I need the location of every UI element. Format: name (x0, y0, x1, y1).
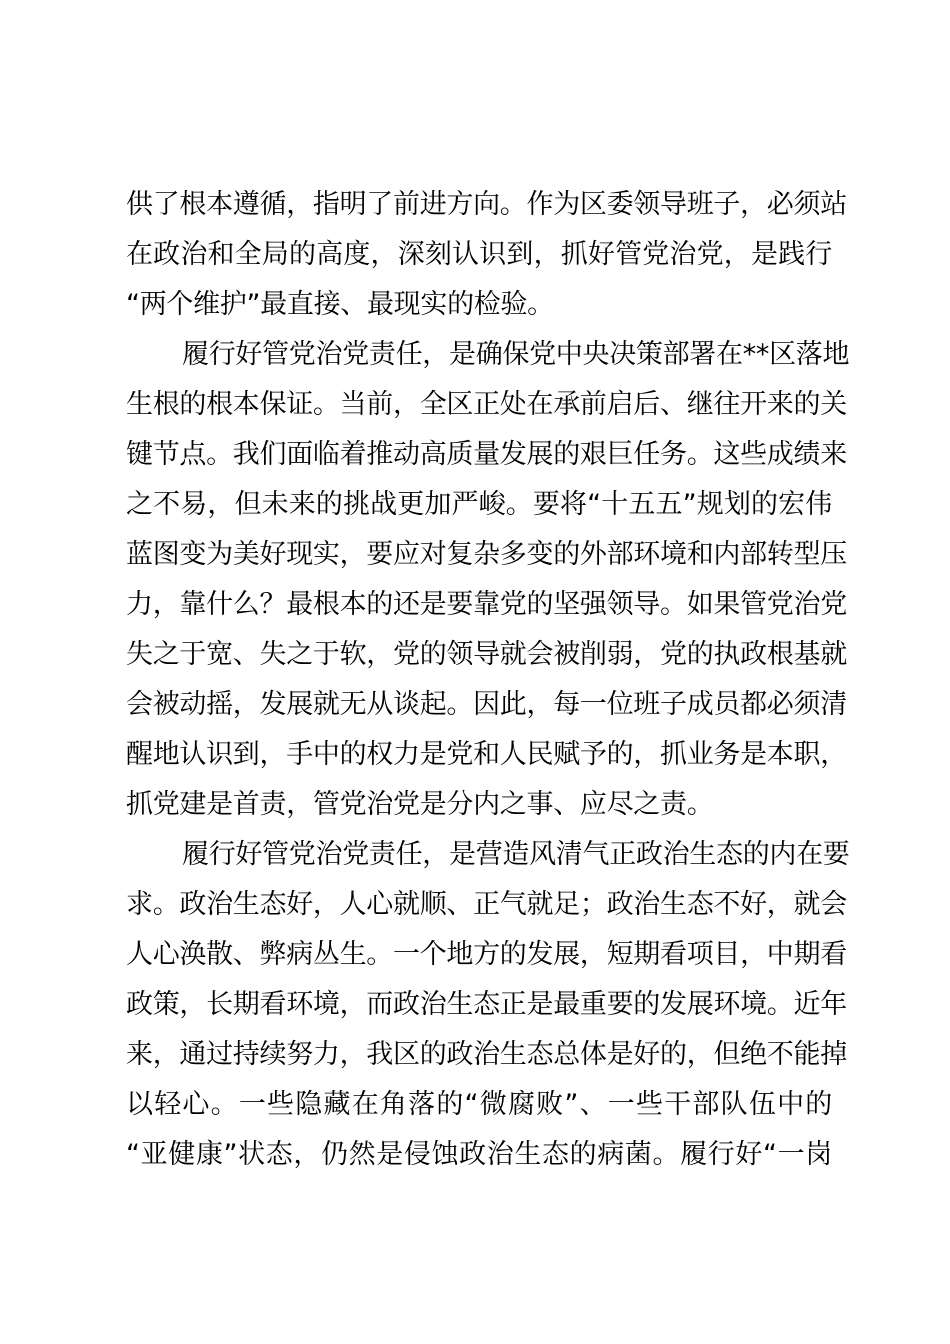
text-line: “两个维护”最直接、最现实的检验。 (126, 289, 554, 320)
text-line: 履行好管党治党责任，是营造风清气正政治生态的内在要 (182, 839, 850, 870)
text-line: 生根的根本保证。当前，全区正处在承前启后、继往开来的关 (126, 389, 847, 420)
text-line: 键节点。我们面临着推动高质量发展的艰巨任务。这些成绩来 (126, 439, 847, 470)
body-text (126, 183, 850, 1183)
text-line: 力，靠什么？最根本的还是要靠党的坚强领导。如果管党治党 (126, 589, 847, 620)
text-line: 履行好管党治党责任，是确保党中央决策部署在**区落地 (182, 339, 850, 370)
text-line: 来，通过持续努力，我区的政治生态总体是好的，但绝不能掉 (126, 1039, 847, 1070)
text-line: 抓党建是首责，管党治党是分内之事、应尽之责。 (126, 789, 714, 820)
text-line: 醒地认识到，手中的权力是党和人民赋予的，抓业务是本职， (126, 739, 847, 770)
text-line: 以轻心。一些隐藏在角落的“微腐败”、一些干部队伍中的 (126, 1089, 832, 1120)
text-line: 政策，长期看环境，而政治生态正是最重要的发展环境。近年 (126, 989, 847, 1020)
paragraph-2 (126, 333, 850, 833)
text-line: 求。政治生态好，人心就顺、正气就足；政治生态不好，就会 (126, 889, 847, 920)
text-line: 人心涣散、弊病丛生。一个地方的发展，短期看项目，中期看 (126, 939, 847, 970)
text-line: “亚健康”状态，仍然是侵蚀政治生态的病菌。履行好“一岗 (126, 1139, 832, 1170)
text-line: 供了根本遵循，指明了前进方向。作为区委领导班子，必须站 (126, 189, 847, 220)
text-line: 会被动摇，发展就无从谈起。因此，每一位班子成员都必须清 (126, 689, 847, 720)
text-line: 在政治和全局的高度，深刻认识到，抓好管党治党，是践行 (126, 239, 832, 270)
paragraph-3 (126, 833, 850, 1183)
paragraph-1-continued (126, 183, 847, 333)
text-line: 之不易，但未来的挑战更加严峻。要将“十五五”规划的宏伟 (126, 489, 832, 520)
text-line: 蓝图变为美好现实，要应对复杂多变的外部环境和内部转型压 (126, 539, 847, 570)
text-line: 失之于宽、失之于软，党的领导就会被削弱，党的执政根基就 (126, 639, 847, 670)
